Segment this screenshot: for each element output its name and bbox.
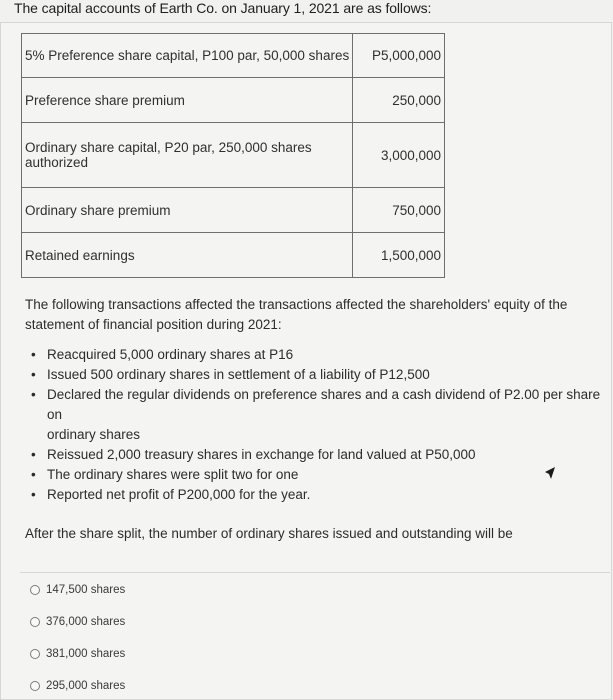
- radio-button[interactable]: [30, 585, 40, 595]
- table-row: [22, 123, 445, 188]
- account-amount: 750,000: [353, 188, 445, 233]
- intro-line1: The following transactions affected the transactions affected the shareholders' equity of the: [25, 297, 568, 312]
- account-amount: 1,500,000: [353, 233, 445, 278]
- answer-option[interactable]: [30, 616, 125, 628]
- account-label: [22, 123, 353, 188]
- transaction-text: Issued 500 ordinary shares in settlement of a liability of P12,500: [47, 367, 430, 382]
- radio-button[interactable]: [30, 617, 40, 627]
- answer-option-label: 147,500 shares: [46, 584, 126, 596]
- answer-option[interactable]: [30, 680, 125, 692]
- answer-option-label: 381,000 shares: [46, 648, 126, 660]
- radio-button[interactable]: [30, 681, 40, 691]
- transaction-text: Reissued 2,000 treasury shares in exchange for land valued at P50,000: [47, 447, 476, 462]
- list-item: [28, 365, 606, 385]
- list-item: [28, 465, 606, 485]
- divider: [20, 572, 610, 573]
- answer-option-label: 376,000 shares: [46, 616, 126, 628]
- question-text: After the share split, the number of ordinary shares issued and outstanding will be: [25, 526, 513, 541]
- transaction-text: Reacquired 5,000 ordinary shares at P16: [47, 347, 294, 362]
- table-row: [22, 34, 445, 78]
- transaction-text-line2: ordinary shares: [47, 427, 141, 442]
- account-label-line2: authorized: [25, 155, 89, 170]
- bullet-icon: •: [31, 447, 36, 462]
- intro-line2: statement of financial position during 2021:: [25, 317, 282, 332]
- bullet-icon: •: [31, 367, 36, 382]
- table-row: [22, 188, 445, 233]
- radio-button[interactable]: [30, 649, 40, 659]
- list-item: [28, 385, 606, 445]
- bullet-icon: •: [31, 347, 36, 362]
- mouse-pointer-icon: [544, 466, 556, 480]
- answer-option-label: 295,000 shares: [46, 680, 126, 692]
- intro-text: [25, 295, 595, 335]
- account-label: 5% Preference share capital, P100 par, 50,000 shares: [22, 34, 353, 78]
- transaction-text: The ordinary shares were split two for one: [47, 467, 299, 482]
- account-label-line1: Ordinary share capital, P20 par, 250,000 shares: [25, 140, 312, 155]
- bullet-icon: •: [31, 387, 36, 402]
- list-item: [28, 345, 606, 365]
- account-label: Retained earnings: [22, 233, 353, 278]
- bullet-icon: •: [31, 467, 36, 482]
- transactions-list: [28, 345, 606, 505]
- answer-option[interactable]: [30, 648, 125, 660]
- list-item: [28, 445, 606, 465]
- account-label: Ordinary share premium: [22, 188, 353, 233]
- table-row: [22, 78, 445, 123]
- list-item: [28, 485, 606, 505]
- capital-accounts-table: [21, 33, 445, 278]
- bullet-icon: •: [31, 487, 36, 502]
- transaction-text: Reported net profit of P200,000 for the year.: [47, 487, 311, 502]
- answer-option[interactable]: [30, 584, 125, 596]
- table-row: [22, 233, 445, 278]
- account-amount: 250,000: [353, 78, 445, 123]
- transaction-text-line1: Declared the regular dividends on preference shares and a cash dividend of P2.00 per share on: [47, 387, 601, 422]
- account-label: Preference share premium: [22, 78, 353, 123]
- page-title: The capital accounts of Earth Co. on January 1, 2021 are as follows:: [14, 0, 432, 16]
- account-amount: P5,000,000: [353, 34, 445, 78]
- account-amount: 3,000,000: [353, 123, 445, 188]
